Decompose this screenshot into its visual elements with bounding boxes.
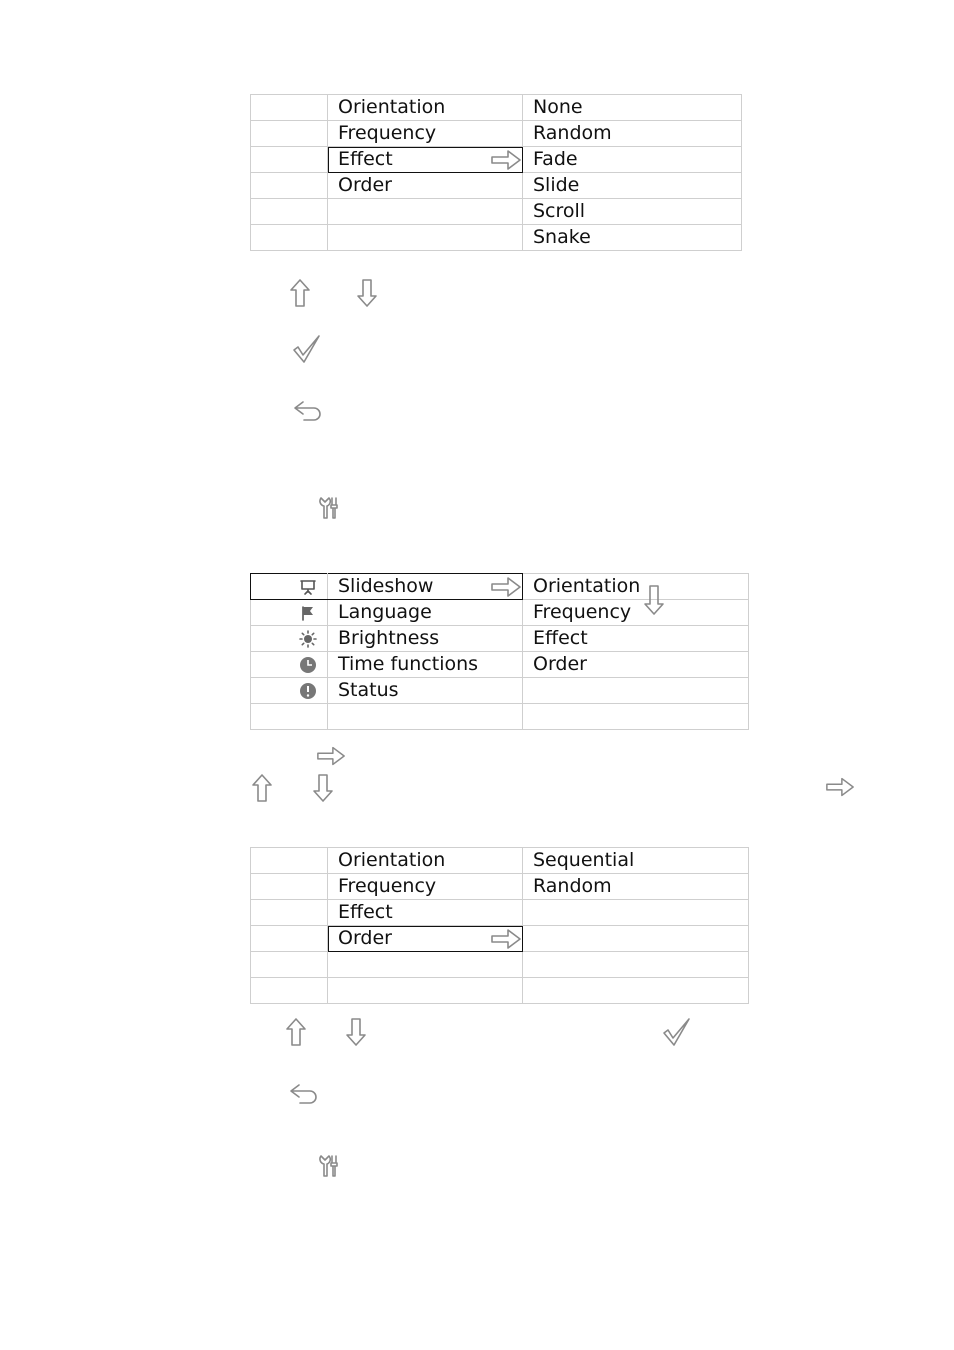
checkmark-icon — [292, 334, 322, 364]
language-icon — [299, 604, 317, 622]
value-scroll[interactable]: Scroll — [523, 199, 742, 225]
back-icon — [288, 1082, 320, 1106]
value-random[interactable]: Random — [523, 874, 749, 900]
right-arrow-icon — [825, 776, 855, 798]
table-row[interactable] — [251, 199, 742, 225]
menu-label: Slideshow — [338, 575, 434, 597]
down-arrow-icon — [345, 1017, 367, 1047]
submenu-orientation[interactable]: Orientation — [523, 574, 749, 600]
table-row[interactable] — [251, 652, 749, 678]
menu-status[interactable]: Status — [328, 678, 523, 704]
menu-brightness[interactable]: Brightness — [328, 626, 523, 652]
value-none[interactable]: None — [523, 95, 742, 121]
setting-order[interactable]: Order — [328, 173, 523, 199]
setting-frequency[interactable]: Frequency — [328, 874, 523, 900]
table-row[interactable] — [251, 926, 749, 952]
table-row[interactable] — [251, 574, 749, 600]
table-row[interactable] — [251, 225, 742, 251]
slideshow-order-menu — [250, 847, 749, 1004]
table-row[interactable] — [251, 900, 749, 926]
slideshow-icon — [299, 578, 317, 596]
menu-slideshow-selected[interactable] — [328, 574, 523, 600]
value-random[interactable]: Random — [523, 121, 742, 147]
setting-label: Order — [338, 927, 392, 949]
back-icon — [292, 399, 324, 423]
value-slide[interactable]: Slide — [523, 173, 742, 199]
table-row[interactable] — [251, 147, 742, 173]
down-arrow-icon — [356, 278, 378, 308]
checkmark-icon — [662, 1017, 692, 1047]
up-arrow-icon — [285, 1017, 307, 1047]
table-row[interactable] — [251, 874, 749, 900]
settings-icon — [318, 496, 340, 520]
value-sequential[interactable]: Sequential — [523, 848, 749, 874]
table-row[interactable] — [251, 95, 742, 121]
table-row — [251, 704, 749, 730]
value-fade[interactable]: Fade — [523, 147, 742, 173]
right-arrow-icon — [490, 928, 522, 950]
setting-frequency[interactable]: Frequency — [328, 121, 523, 147]
setting-orientation[interactable]: Orientation — [328, 95, 523, 121]
brightness-icon — [299, 630, 317, 648]
table-row — [251, 952, 749, 978]
time-functions-icon — [299, 656, 317, 674]
setting-effect[interactable]: Effect — [328, 900, 523, 926]
right-arrow-icon — [316, 745, 346, 767]
submenu-order[interactable]: Order — [523, 652, 749, 678]
table-row[interactable] — [251, 678, 749, 704]
slideshow-effect-menu — [250, 94, 742, 251]
settings-icon — [318, 1154, 340, 1178]
table-row — [251, 978, 749, 1004]
setting-effect-selected[interactable] — [328, 147, 523, 173]
table-row[interactable] — [251, 600, 749, 626]
right-arrow-icon — [490, 576, 522, 598]
table-row[interactable] — [251, 626, 749, 652]
right-arrow-icon — [490, 149, 522, 171]
up-arrow-icon — [251, 773, 273, 803]
up-arrow-icon — [289, 278, 311, 308]
value-snake[interactable]: Snake — [523, 225, 742, 251]
setting-order-selected[interactable] — [328, 926, 523, 952]
main-settings-menu — [250, 573, 749, 730]
table-row[interactable] — [251, 848, 749, 874]
setting-label: Effect — [338, 148, 393, 170]
setting-orientation[interactable]: Orientation — [328, 848, 523, 874]
down-arrow-icon — [312, 773, 334, 803]
submenu-effect[interactable]: Effect — [523, 626, 749, 652]
menu-language[interactable]: Language — [328, 600, 523, 626]
status-icon — [299, 682, 317, 700]
table-row[interactable] — [251, 121, 742, 147]
submenu-frequency[interactable]: Frequency — [523, 600, 749, 626]
menu-time-functions[interactable]: Time functions — [328, 652, 523, 678]
table-row[interactable] — [251, 173, 742, 199]
